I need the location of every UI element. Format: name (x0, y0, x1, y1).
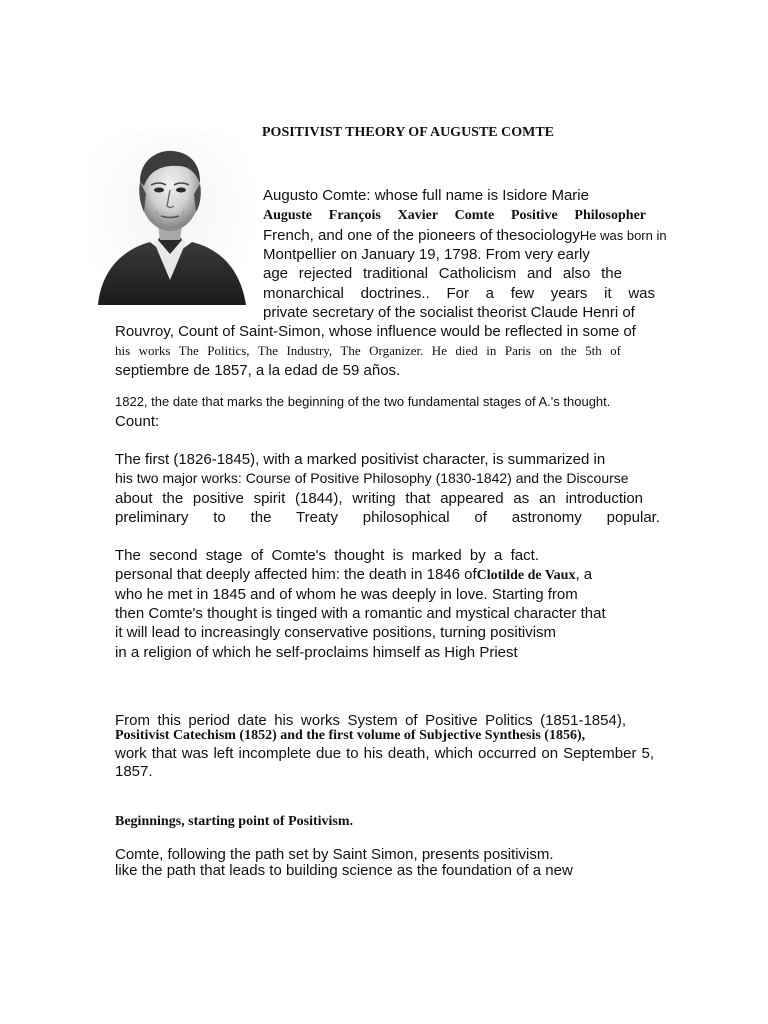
intro-line-3c: He was born in (579, 228, 667, 243)
first-stage-line-4: preliminary to the Treaty philosophical of astronomy popular. (115, 509, 660, 526)
sociology-term: sociology (517, 227, 580, 244)
portrait-image (88, 130, 253, 305)
intro-line-3 (263, 228, 667, 244)
second-stage-line-6: in a religion of which he self-proclaims himself as High Priest (115, 644, 518, 661)
second-stage-line-4: then Comte's thought is tinged with a romantic and mystical character that (115, 605, 606, 622)
second-stage-line-5: it will lead to increasingly conservative positions, turning positivism (115, 624, 557, 641)
section-line-1: Comte, following the path set by Saint Simon, presents positivism. (115, 846, 554, 863)
date-line-1: 1822, the date that marks the beginning of the two fundamental stages of A.'s thought. (115, 394, 611, 409)
second-stage-line-2a: personal that deeply affected him: the death in 1846 of (115, 566, 477, 583)
page-title: POSITIVIST THEORY OF AUGUSTE COMTE (262, 125, 555, 140)
intro-line-3a: French, and one of the pioneers of the (263, 227, 518, 244)
intro-line-4: Montpellier on January 19, 1798. From very early (263, 246, 590, 263)
second-stage-line-2 (115, 567, 592, 583)
works-line-3: work that was left incomplete due to his death, which occurred on September 5, (115, 745, 654, 762)
intro-line-5: age rejected traditional Catholicism and also the (263, 265, 622, 282)
second-stage-line-3: who he met in 1845 and of whom he was deeply in love. Starting from (115, 586, 578, 603)
first-stage-line-2: his two major works: Course of Positive Philosophy (1830-1842) and the Discourse (115, 470, 629, 486)
second-stage-line-2c: , a (575, 566, 593, 583)
intro-line-7: private secretary of the socialist theorist Claude Henri of (263, 304, 635, 321)
second-stage-line-1: The second stage of Comte's thought is marked by a fact. (115, 547, 539, 564)
section-line-2: like the path that leads to building science as the foundation of a new (115, 862, 573, 879)
section-heading: Beginnings, starting point of Positivism. (115, 814, 354, 829)
intro-line-6: monarchical doctrines.. For a few years it was (263, 285, 655, 302)
intro-line-2: Auguste François Xavier Comte Positive Philosopher (263, 208, 646, 223)
first-stage-line-1: The first (1826-1845), with a marked positivist character, is summarized in (115, 451, 606, 468)
intro-line-1: Augusto Comte: whose full name is Isidore Marie (263, 187, 589, 204)
clotilde-name: Clotilde de Vaux (476, 568, 576, 583)
works-line-1: From this period date his works System of Positive Politics (1851-1854), (115, 712, 626, 729)
intro-line-9: his works The Politics, The Industry, The Organizer. He died in Paris on the 5th of (115, 343, 621, 358)
date-line-2: Count: (115, 413, 160, 430)
intro-line-10: septiembre de 1857, a la edad de 59 años. (115, 362, 401, 379)
works-line-4: 1857. (115, 763, 153, 780)
first-stage-line-3: about the positive spirit (1844), writing that appeared as an introduction (115, 490, 643, 507)
works-line-2: Positivist Catechism (1852) and the first volume of Subjective Synthesis (1856), (115, 728, 586, 743)
intro-line-8: Rouvroy, Count of Saint-Simon, whose influence would be reflected in some of (115, 323, 636, 340)
